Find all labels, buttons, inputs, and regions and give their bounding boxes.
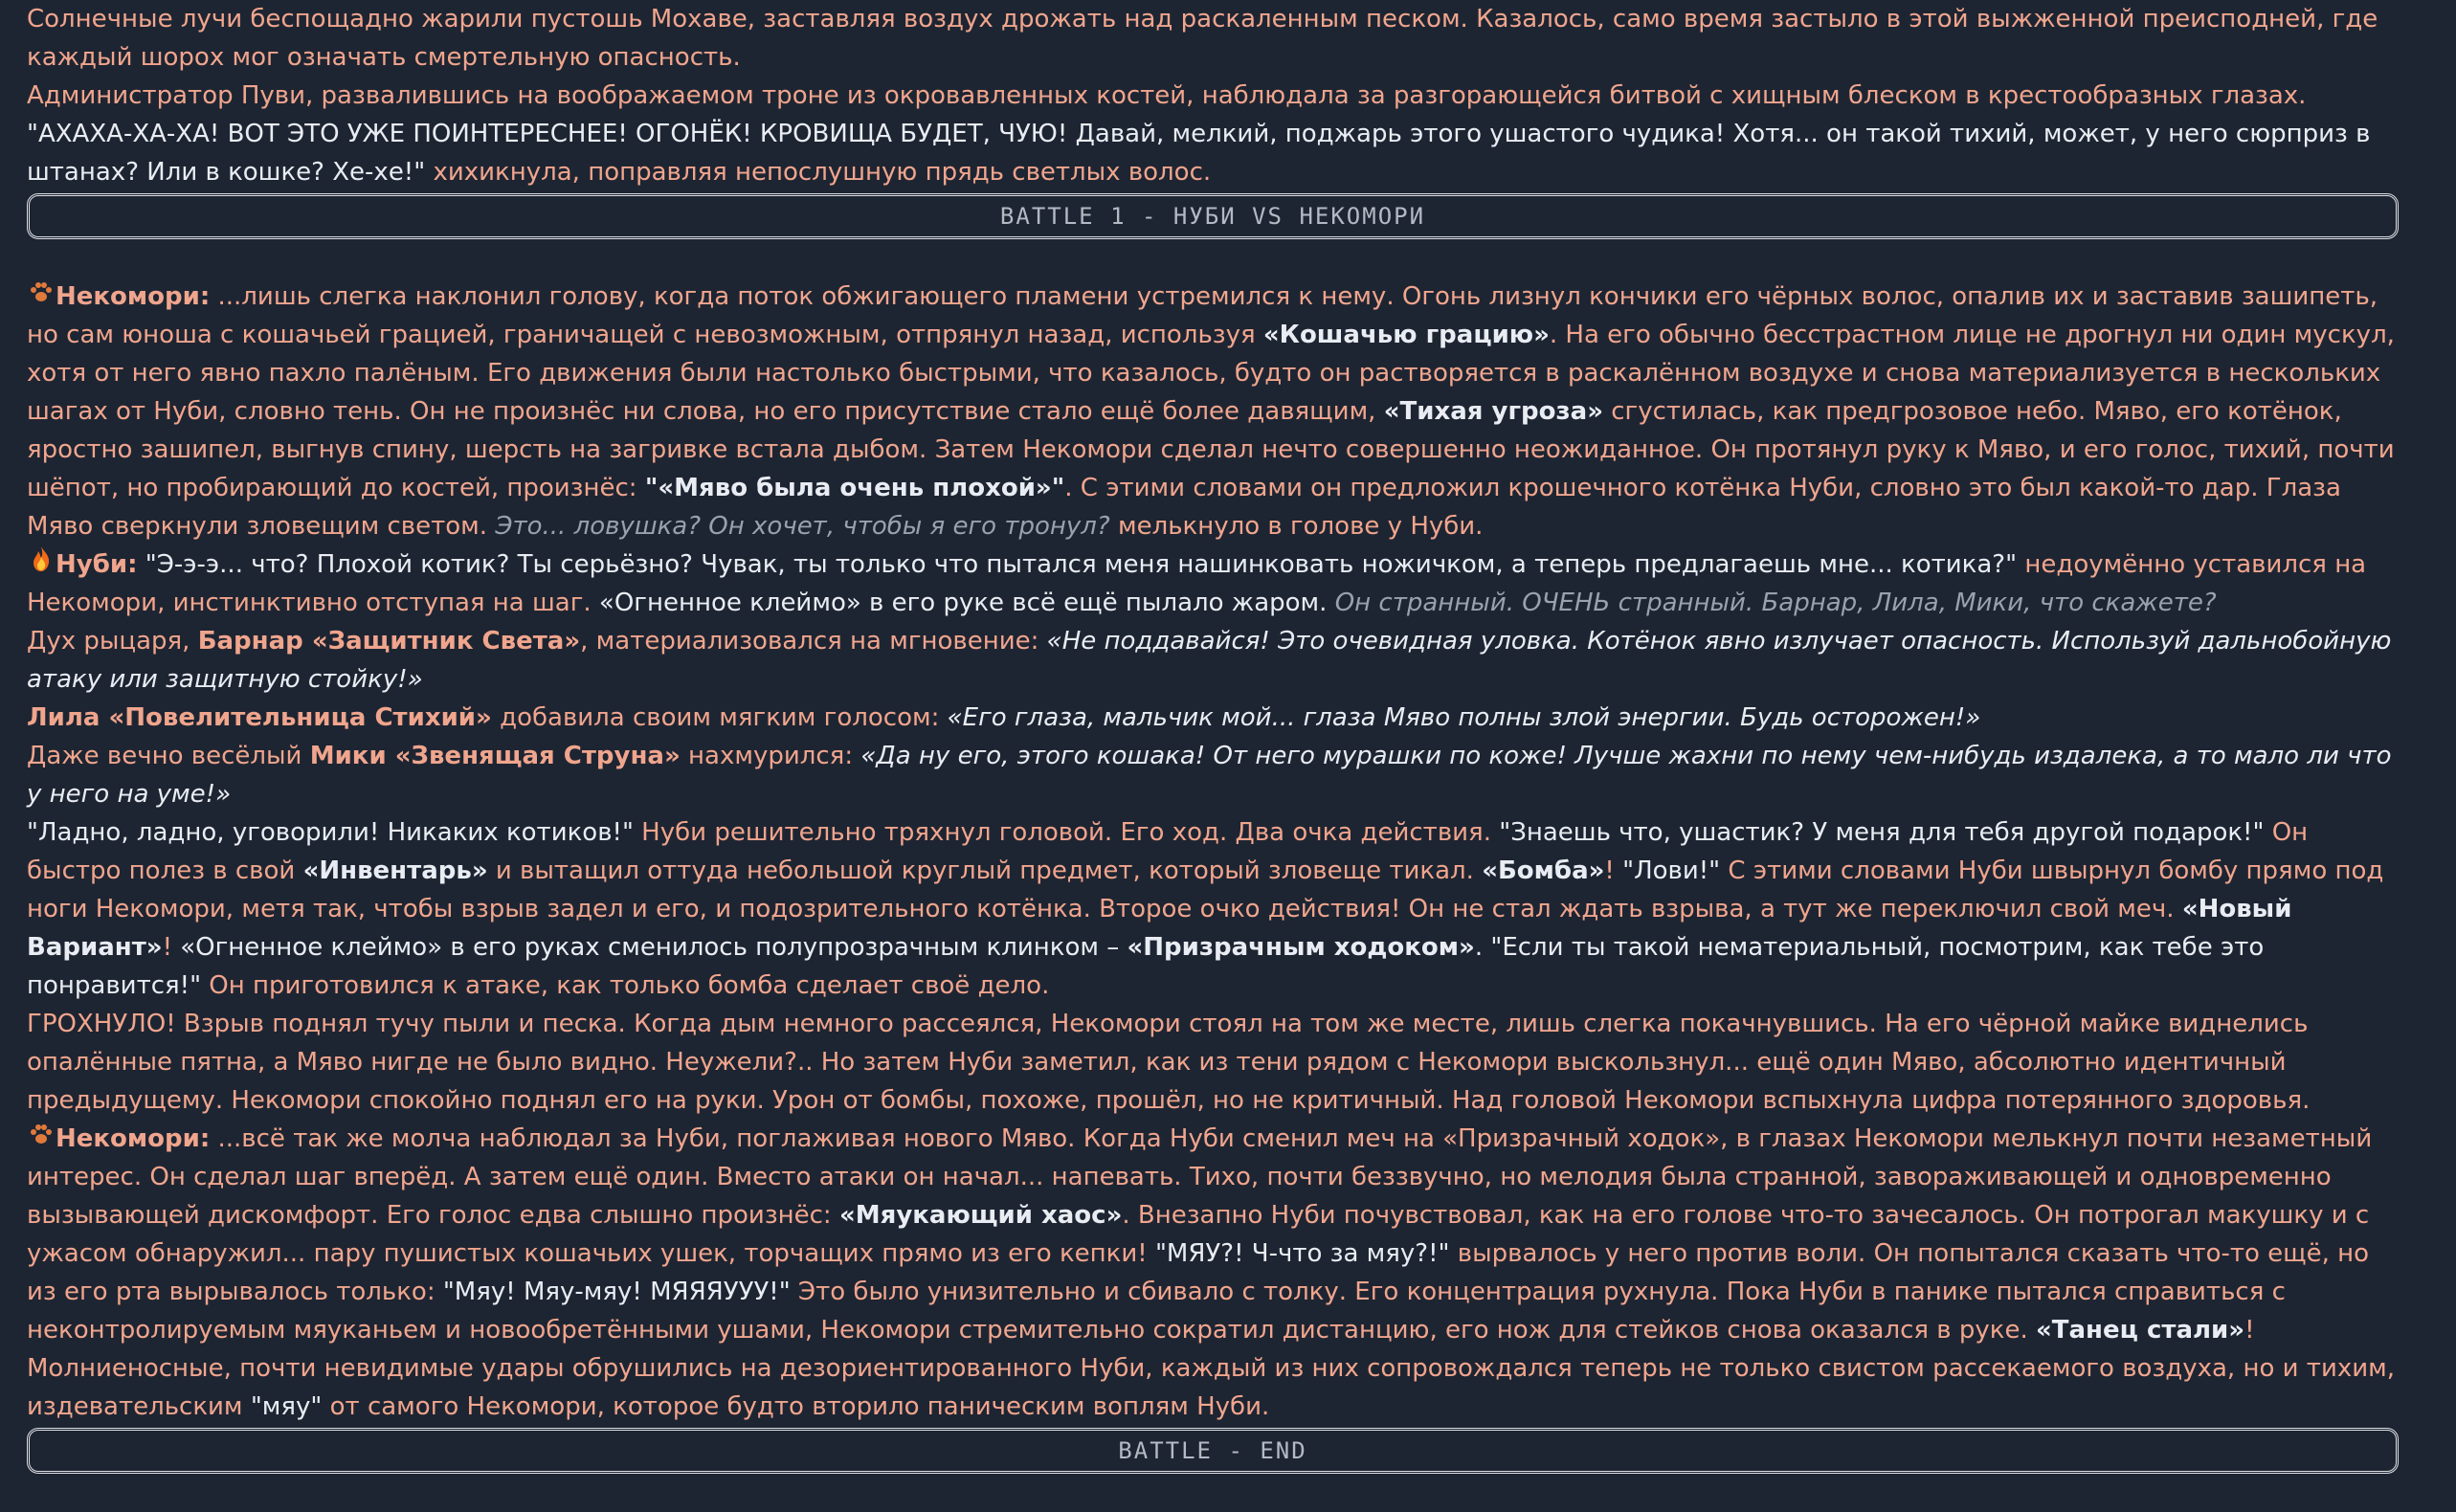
quote-text: «Огненное клеймо» в его руке всё ещё пылало жаром.: [598, 589, 1328, 617]
narration-text: добавила своим мягким голосом:: [491, 703, 948, 732]
spirit-speech: «Не поддавайся! Это очевидная уловка. Котёнок явно излучает опасность. Используй дальнобойную атаку или защитную стойку!»: [27, 627, 2392, 694]
skill-name: «Кошачью грацию»: [1262, 321, 1550, 349]
spirit-paragraph: [27, 622, 2399, 699]
narration-paragraph: ГРОХНУЛО! Взрыв поднял тучу пыли и песка. Когда дым немного рассеялся, Некомори стоял на том же месте, лишь слегка покачнувшись. На его чёрной майке виднелись опалённые пятна, а Мяво нигде не было видно. Неужели?.. Но затем Нуби заметил, как из тени рядом с Некомори выскользнул... ещё один Мяво, абсолютно идентичный предыдущему. Некомори спокойно поднял его на руки. Урон от бомбы, похоже, прошёл, но не критичный. Над головой Некомори вспыхнула цифра потерянного здоровья.: [27, 1010, 2311, 1115]
narration-paragraph: [27, 77, 2399, 191]
turn-paragraph: [27, 545, 2399, 622]
quote-text: "АХАХА-ХА-ХА! ВОТ ЭТО УЖЕ ПОИНТЕРЕСНЕЕ! ОГОНЁК! КРОВИЩА БУДЕТ, ЧУЮ! Давай, мелкий, поджарь этого ушастого чудика! Хотя... он такой тихий, может, у него сюрприз в штанах? Или в кошке? Хе-хе!": [27, 120, 2371, 187]
skill-name: «Танец стали»: [2035, 1316, 2245, 1345]
skill-name: «Тихая угроза»: [1383, 397, 1603, 426]
narration-text: Дух рыцаря,: [27, 627, 198, 656]
battle-start-banner: [27, 193, 2399, 239]
narration-text: ...всё так же молча наблюдал за Нуби, поглаживая нового Мяво. Когда Нуби сменил меч на «Призрачный ходок», в глазах Некомори мелькнул почти незаметный интерес. Он сделал шаг вперёд. А затем ещё один. Вместо атаки он начал... напевать. Тихо, почти беззвучно, но мелодия была странной, завораживающей и одновременно вызывающей дискомфорт. Его голос едва слышно произнёс:: [27, 1124, 2373, 1230]
narration-text: !: [162, 933, 181, 962]
quote-text: "МЯУ?! Ч-что за мяу?!": [1154, 1239, 1450, 1268]
banner-label: BATTLE - END: [1118, 1437, 1307, 1464]
narration-text: сгустилась, как предгрозовое небо. Мяво, его котёнок, яростно зашипел, выгнув спину, шерсть на загривке встала дыбом. Затем Некомори сделал нечто совершенно неожиданное. Он протянул руку к Мяво, и его голос, тихий, почти шёпот, но пробирающий до костей, произнёс:: [27, 397, 2395, 502]
narration-text: Он быстро полез в свой: [27, 818, 2309, 885]
narration-text: и вытащил оттуда небольшой круглый предмет, который зловеще тикал.: [487, 856, 1483, 885]
quote-text: "мяу": [250, 1392, 323, 1421]
narration-text: ...лишь слегка наклонил голову, когда поток обжигающего пламени устремился к нему. Огонь лизнул кончики его чёрных волос, опалив их и заставив зашипеть, но сам юноша с кошачьей грацией, граничащей с невозможным, отпрянул назад, используя: [27, 282, 2378, 349]
skill-name: «Призрачным ходоком»: [1127, 933, 1475, 962]
narration-text: мелькнуло в голове у Нуби.: [1109, 512, 1484, 541]
spirit-name: Лила «Повелительница Стихий»: [27, 703, 492, 732]
spirit-speech: «Его глаза, мальчик мой... глаза Мяво полны злой энергии. Будь осторожен!»: [947, 703, 1981, 732]
narration-text: Нуби решительно тряхнул головой. Его ход. Два очка действия.: [633, 818, 1500, 847]
narration-text: нахмурился:: [680, 742, 861, 770]
narration-text: ! Молниеносные, почти невидимые удары обрушились на дезориентированного Нуби, каждый из них сопровождался теперь не только свистом рассекаемого воздуха, но и тихим, издевательским: [27, 1316, 2395, 1421]
quote-text: "Ладно, ладно, уговорили! Никаких котиков!": [27, 818, 634, 847]
narration-text: . На его обычно бесстрастном лице не дрогнул ни один мускул, хотя от него явно пахло палёным. Его движения были настолько быстрыми, что казалось, будто он растворяется в раскалённом воздухе и снова материализуется в нескольких шагах от Нуби, словно тень. Он не произнёс ни слова, но его присутствие стало ещё более давящим,: [27, 321, 2395, 426]
battle-end-banner: [27, 1428, 2399, 1474]
narration-text: недоумённо уставился на Некомори, инстинктивно отступая на шаг.: [27, 550, 2367, 617]
spirit-paragraph: [27, 737, 2399, 813]
narration-text: !: [1604, 856, 1623, 885]
banner-label: BATTLE 1 - НУБИ VS НЕКОМОРИ: [999, 203, 1426, 230]
spirit-speech: «Да ну его, этого кошака! От него мурашки по коже! Лучше жахни по нему чем-нибудь издалека, а то мало ли что у него на уме!»: [27, 742, 2392, 809]
thought-text: Это... ловушка? Он хочет, чтобы я его тронул?: [495, 512, 1110, 541]
quote-text: . "Если ты такой нематериальный, посмотрим, как тебе это понравится!": [27, 933, 2265, 1000]
speaker-name: Некомори:: [56, 282, 211, 311]
spirit-paragraph: [27, 699, 2399, 737]
spirit-name: Мики «Звенящая Струна»: [309, 742, 681, 770]
narration-text: . С этими словами он предложил крошечного котёнка Нуби, словно это был какой-то дар. Глаза Мяво сверкнули зловещим светом.: [27, 474, 2341, 541]
narration-text: вырвалось у него против воли. Он попытался сказать что-то ещё, но из его рта вырывалось только:: [27, 1239, 2370, 1306]
skill-name: «Инвентарь»: [302, 856, 488, 885]
speaker-name: Нуби:: [56, 550, 138, 579]
narration-paragraph: Солнечные лучи беспощадно жарили пустошь Мохаве, заставляя воздух дрожать над раскаленным песком. Казалось, само время застыло в этой выжженной преисподней, где каждый шорох мог означать смертельную опасность.: [27, 5, 2378, 72]
narration-text: , материализовался на мгновение:: [580, 627, 1047, 656]
narration-text: . Внезапно Нуби почувствовал, как на его голове что-то зачесалось. Он потрогал макушку и с ужасом обнаружил... пару пушистых кошачьих ушек, торчащих прямо из его кепки!: [27, 1201, 2370, 1268]
fire-icon: [27, 545, 56, 584]
quote-text: "Знаешь что, ушастик? У меня для тебя другой подарок!": [1499, 818, 2265, 847]
speaker-name: Некомори:: [56, 1124, 211, 1153]
quote-text: «Огненное клеймо» в его руках сменилось полупрозрачным клинком –: [180, 933, 1128, 962]
narration-text: С этими словами Нуби швырнул бомбу прямо под ноги Некомори, метя так, чтобы взрыв задел и его, и подозрительного котёнка. Второе очко действия! Он не стал ждать взрыва, а тут же переключил свой меч.: [27, 856, 2384, 923]
turn-paragraph: [27, 278, 2399, 545]
narration-text: Администратор Пуви, развалившись на воображаемом троне из окровавленных костей, наблюдала за разгорающейся битвой с хищным блеском в крестообразных глазах.: [27, 81, 2307, 110]
quote-text: "Лови!": [1622, 856, 1721, 885]
skill-name: «Мяукающий хаос»: [838, 1201, 1123, 1230]
turn-paragraph: [27, 1120, 2399, 1426]
spacer: [27, 239, 2399, 278]
narration-text: хихикнула, поправляя непослушную прядь светлых волос.: [425, 158, 1212, 187]
quote-text: "Э-э-э... что? Плохой котик? Ты серьёзно? Чувак, ты только что пытался меня нашинковать ножичком, а теперь предлагаешь мне... котика?": [137, 550, 2018, 579]
quote-text: "Мяу! Мяу-мяу! МЯЯЯУУУ!": [442, 1278, 791, 1306]
skill-name: «Бомба»: [1482, 856, 1605, 885]
paw-icon: [27, 1120, 56, 1158]
skill-name: "«Мяво была очень плохой»": [644, 474, 1065, 502]
chat-message-body: [27, 0, 2399, 1474]
action-paragraph: [27, 813, 2399, 1005]
paw-icon: [27, 278, 56, 316]
narration-text: Он приготовился к атаке, как только бомба сделает своё дело.: [201, 971, 1050, 1000]
spirit-name: Барнар «Защитник Света»: [197, 627, 581, 656]
narration-text: от самого Некомори, которое будто вторило паническим воплям Нуби.: [322, 1392, 1270, 1421]
thought-text: Он странный. ОЧЕНЬ странный. Барнар, Лила, Мики, что скажете?: [1327, 589, 2217, 617]
narration-text: Это было унизительно и сбивало с толку. Его концентрация рухнула. Пока Нуби в панике пытался справиться с неконтролируемым мяуканьем и новообретёнными ушами, Некомори стремительно сократил дистанцию, его нож для стейков снова оказался в руке.: [27, 1278, 2286, 1345]
narration-text: Даже вечно весёлый: [27, 742, 310, 770]
skill-name: «Новый Вариант»: [27, 895, 2292, 962]
